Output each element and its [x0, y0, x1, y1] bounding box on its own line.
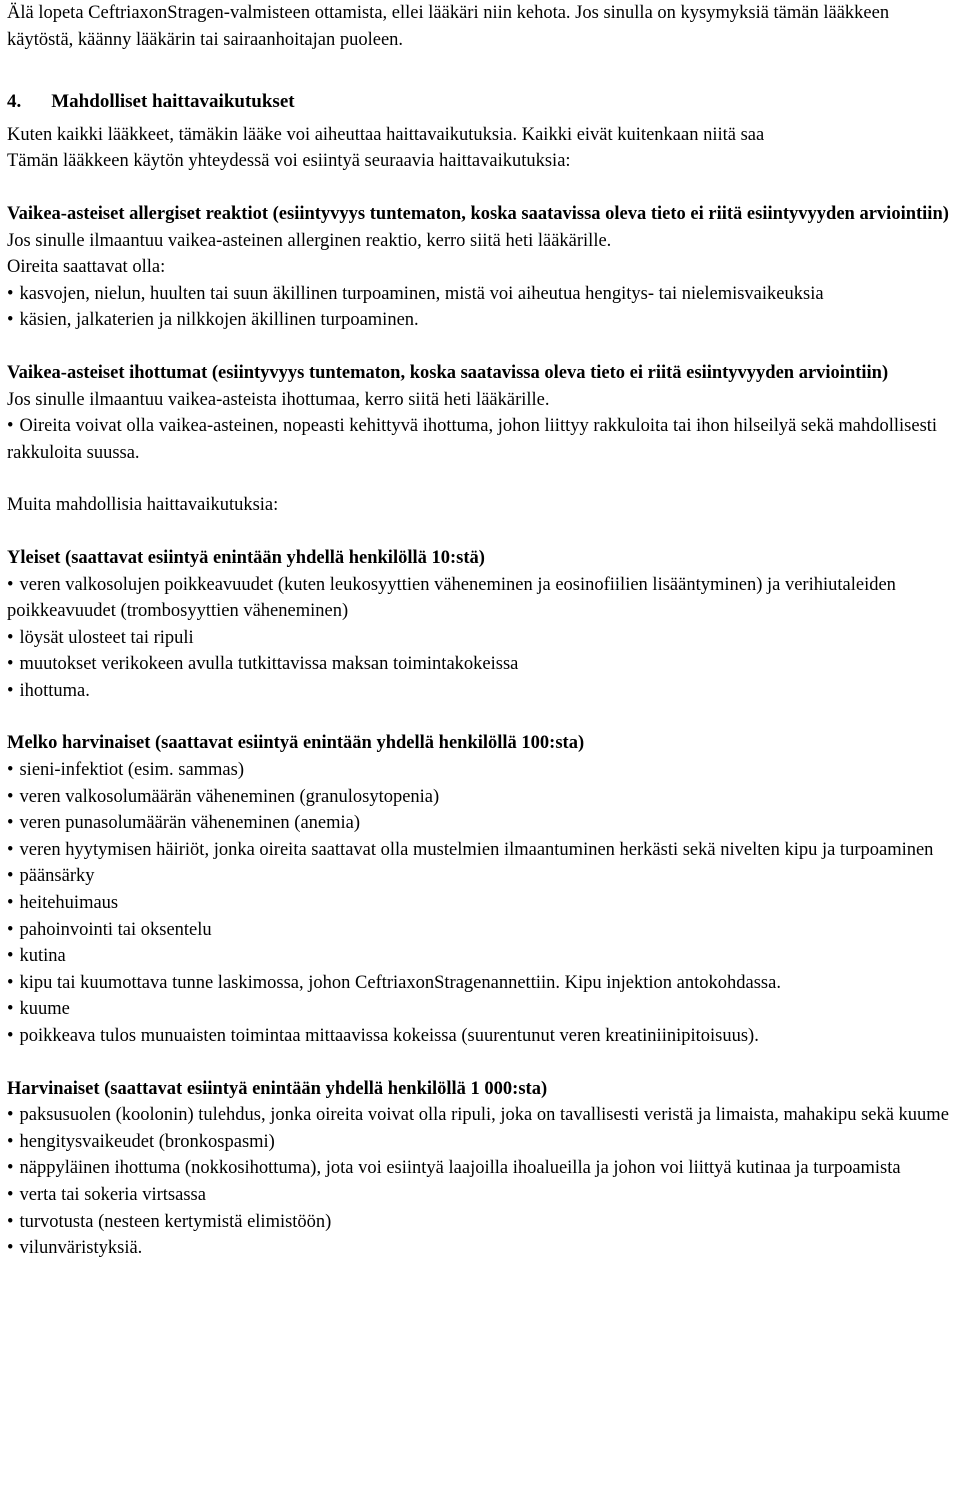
- list-item: • hengitysvaikeudet (bronkospasmi): [7, 1129, 956, 1156]
- list-item: • veren hyytymisen häiriöt, jonka oireita saattavat olla mustelmien ilmaantuminen herkästi sekä nivelten kipu ja turpoaminen: [7, 837, 956, 864]
- list-item: • vilunväristyksiä.: [7, 1235, 956, 1262]
- list-item: • sieni-infektiot (esim. sammas): [7, 757, 956, 784]
- list-item: • kuume: [7, 996, 956, 1023]
- section-intro-1: Kuten kaikki lääkkeet, tämäkin lääke voi aiheuttaa haittavaikutuksia. Kaikki eivät kuitenkaan niitä saa: [7, 124, 765, 145]
- common-heading: Yleiset (saattavat esiintyä enintään yhdellä henkilöllä 10:stä): [7, 547, 485, 568]
- list-item: • veren punasolumäärän väheneminen (anemia): [7, 810, 956, 837]
- list-item: • kipu tai kuumottava tunne laskimossa, johon CeftriaxonStragenannettiin. Kipu injektion antokohdassa.: [7, 970, 956, 997]
- allergic-heading: Vaikea-asteiset allergiset reaktiot (esiintyvyys tuntematon, koska saatavissa oleva tieto ei riitä esiintyvyyden arviointiin): [7, 203, 949, 224]
- section-title: Mahdolliset haittavaikutukset: [51, 91, 295, 113]
- uncommon-section: [7, 730, 956, 1049]
- uncommon-heading: Melko harvinaiset (saattavat esiintyä enintään yhdellä henkilöllä 100:sta): [7, 733, 585, 754]
- list-item: • löysät ulosteet tai ripuli: [7, 625, 956, 652]
- list-item: • näppyläinen ihottuma (nokkosihottuma), jota voi esiintyä laajoilla ihoalueilla ja johon voi liittyä kutinaa ja turpoamista: [7, 1155, 956, 1182]
- allergic-line-1: Jos sinulle ilmaantuu vaikea-asteinen allerginen reaktio, kerro siitä heti lääkärille.: [7, 230, 612, 251]
- list-item: • pahoinvointi tai oksentelu: [7, 917, 956, 944]
- intro-paragraph: Älä lopeta CeftriaxonStragen-valmisteen ottamista, ellei lääkäri niin kehota. Jos sinulla on kysymyksiä tämän lääkkeen käytöstä, käänny lääkärin tai sairaanhoitajan puoleen.: [7, 3, 890, 50]
- rash-section: [7, 360, 956, 466]
- uncommon-list: [7, 757, 956, 1050]
- allergic-section: [7, 201, 956, 334]
- rash-list: [7, 413, 956, 466]
- list-item: • paksusuolen (koolonin) tulehdus, jonka oireita voivat olla ripuli, joka on tavallisesti veristä ja limaista, mahakipu sekä kuume: [7, 1102, 956, 1129]
- rare-list: [7, 1102, 956, 1262]
- common-list: [7, 572, 956, 705]
- section-number: 4.: [7, 91, 22, 113]
- rash-heading: Vaikea-asteiset ihottumat (esiintyvyys tuntematon, koska saatavissa oleva tieto ei riitä esiintyvyyden arviointiin): [7, 362, 889, 383]
- allergic-list: [7, 281, 956, 334]
- other-line: Muita mahdollisia haittavaikutuksia:: [7, 495, 279, 516]
- list-item: • heitehuimaus: [7, 890, 956, 917]
- list-item: • kutina: [7, 943, 956, 970]
- list-item: • Oireita voivat olla vaikea-asteinen, nopeasti kehittyvä ihottuma, johon liittyy rakkuloita tai ihon hilseilyä sekä mahdollisesti rakkuloita suussa.: [7, 413, 956, 466]
- allergic-line-2: Oireita saattavat olla:: [7, 257, 166, 278]
- rare-heading: Harvinaiset (saattavat esiintyä enintään yhdellä henkilöllä 1 000:sta): [7, 1078, 548, 1099]
- section-intro-2: Tämän lääkkeen käytön yhteydessä voi esiintyä seuraavia haittavaikutuksia:: [7, 151, 571, 172]
- other-section: [7, 492, 956, 519]
- list-item: • muutokset verikokeen avulla tutkittavissa maksan toimintakokeissa: [7, 651, 956, 678]
- list-item: • poikkeava tulos munuaisten toimintaa mittaavissa kokeissa (suurentunut veren kreatiniinipitoisuus).: [7, 1023, 956, 1050]
- list-item: • kasvojen, nielun, huulten tai suun äkillinen turpoaminen, mistä voi aiheutua hengitys- tai nielemisvaikeuksia: [7, 281, 956, 308]
- list-item: • turvotusta (nesteen kertymistä elimistöön): [7, 1209, 956, 1236]
- rare-section: [7, 1076, 956, 1262]
- list-item: • veren valkosolumäärän väheneminen (granulosytopenia): [7, 784, 956, 811]
- common-section: [7, 545, 956, 705]
- list-item: • veren valkosolujen poikkeavuudet (kuten leukosyyttien väheneminen ja eosinofiilien lisääntyminen) ja verihiutaleiden poikkeavuudet (trombosyyttien väheneminen): [7, 572, 956, 625]
- list-item: • käsien, jalkaterien ja nilkkojen äkillinen turpoaminen.: [7, 307, 956, 334]
- list-item: • verta tai sokeria virtsassa: [7, 1182, 956, 1209]
- rash-line-1: Jos sinulle ilmaantuu vaikea-asteista ihottumaa, kerro siitä heti lääkärille.: [7, 389, 550, 410]
- list-item: • ihottuma.: [7, 678, 956, 705]
- section-heading: [7, 89, 956, 116]
- list-item: • päänsärky: [7, 863, 956, 890]
